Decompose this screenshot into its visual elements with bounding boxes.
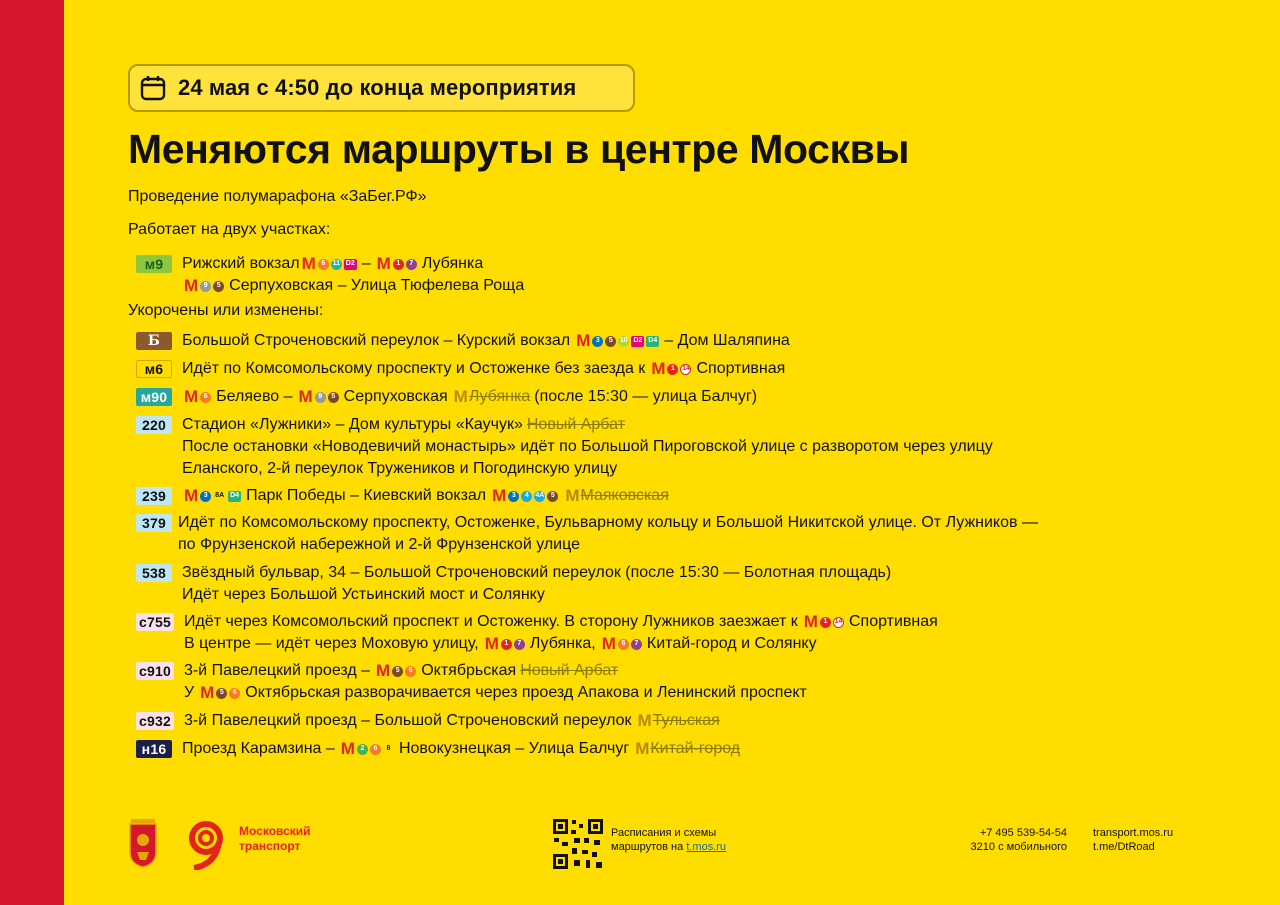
metro-icon: М [576, 331, 591, 350]
phone-short: 3210 с мобильного [970, 841, 1067, 853]
line-6-icon: 6 [229, 688, 240, 699]
line-d4-icon: D4 [228, 491, 241, 502]
moscow-transport-logo-icon [180, 818, 232, 870]
route-b [136, 330, 790, 352]
line-6-icon: 6 [200, 392, 211, 403]
phone-block [955, 826, 1067, 854]
phone-number[interactable]: +7 495 539-54-54 [979, 827, 1067, 839]
route-badge: 379 [136, 514, 172, 532]
route-badge: с932 [136, 712, 174, 730]
metro-icon: М [635, 739, 650, 758]
route-n16 [136, 738, 740, 760]
line-6-icon: 6 [370, 744, 381, 755]
route-text: Октябрьская [421, 662, 517, 679]
route-m90 [136, 386, 757, 408]
line-7-icon: 7 [514, 639, 525, 650]
line-10-icon: 10 [618, 336, 629, 347]
route-239 [136, 485, 669, 507]
route-text: Октябрьская разворачивается через проезд Апакова и Ленинский проспект [245, 684, 807, 701]
line-8a-icon: 8А [213, 491, 226, 502]
route-379 [136, 512, 1038, 556]
line-d4-icon: D4 [646, 336, 659, 347]
line-5-icon: 5 [216, 688, 227, 699]
route-text: В центре — идёт через Моховую улицу, [183, 635, 479, 652]
metro-icon: М [298, 387, 313, 406]
cancelled-stop: Лубянка [468, 388, 531, 405]
line-5-icon: 5 [392, 666, 403, 677]
route-text: У [183, 684, 195, 701]
metro-icon: М [637, 711, 652, 730]
route-c910 [136, 660, 807, 704]
qr-caption [611, 826, 726, 854]
route-text: Спортивная [696, 360, 786, 377]
route-text: Большой Строченовский переулок – Курский вокзал [182, 332, 571, 349]
line-5-icon: 5 [328, 392, 339, 403]
route-text: по Фрунзенской набережной и 2-й Фрунзенской улице [178, 536, 580, 553]
metro-icon: М [184, 387, 199, 406]
route-text: (после 15:30 — улица Балчуг) [534, 388, 758, 405]
line-11-icon: 11 [331, 259, 342, 270]
route-text: Идёт через Комсомольский проспект и Остоженку. В сторону Лужников заезжает к [183, 613, 798, 630]
telegram-link[interactable]: t.me/DtRoad [1093, 841, 1155, 853]
route-text: После остановки «Новодевичий монастырь» идёт по Большой Пироговской улице с разворотом через улицу [182, 438, 993, 455]
section-working-heading: Работает на двух участках: [128, 221, 331, 238]
metro-icon: М [184, 486, 199, 505]
metro-icon: М [492, 486, 507, 505]
route-badge: м6 [136, 360, 172, 378]
qr-caption-text: маршрутов на [611, 841, 684, 853]
metro-icon: М [803, 612, 818, 631]
route-text: Стадион «Лужники» – Дом культуры «Каучук» [182, 416, 523, 433]
route-badge: 220 [136, 416, 172, 434]
line-8-icon: 8 [383, 744, 394, 755]
line-3-icon: 3 [592, 336, 603, 347]
route-badge: м90 [136, 388, 172, 406]
route-text: Идёт через Большой Устьинский мост и Солянку [182, 586, 545, 603]
route-220 [136, 414, 993, 480]
route-text: Беляево – [216, 388, 293, 405]
route-text: Рижский вокзал [182, 255, 300, 272]
route-c755 [136, 611, 938, 655]
line-6-icon: 6 [405, 666, 416, 677]
brand-line-1: Московский [239, 824, 311, 838]
cancelled-stop: Маяковская [580, 487, 669, 504]
route-badge: Б [136, 332, 172, 350]
route-text: Новокузнецкая – Улица Балчуг [398, 740, 630, 757]
metro-icon: М [453, 387, 468, 406]
line-4-icon: 4 [521, 491, 532, 502]
route-text: Идёт по Комсомольскому проспекту и Остоженке без заезда к [182, 360, 646, 377]
route-m6 [136, 358, 785, 380]
line-9-icon: 9 [200, 281, 211, 292]
line-7-icon: 7 [631, 639, 642, 650]
metro-icon: М [376, 254, 391, 273]
metro-icon: М [484, 634, 499, 653]
route-badge: с910 [136, 662, 174, 680]
route-text: Проезд Карамзина – [182, 740, 335, 757]
line-5-icon: 5 [213, 281, 224, 292]
metro-icon: М [601, 634, 616, 653]
qr-link[interactable]: t.mos.ru [686, 841, 727, 853]
route-text: Еланского, 2-й переулок Тружеников и Погодинскую улицу [182, 460, 618, 477]
page-subtitle: Проведение полумарафона «ЗаБег.РФ» [128, 188, 427, 205]
page-title: Меняются маршруты в центре Москвы [128, 126, 910, 172]
line-1-icon: 1 [393, 259, 404, 270]
route-m9 [136, 253, 524, 297]
route-text: Идёт по Комсомольскому проспекту, Остоженке, Бульварному кольцу и Большой Никитской улице. От Лужников — [178, 514, 1038, 531]
line-5-icon: 5 [547, 491, 558, 502]
route-badge: с755 [136, 613, 174, 631]
date-banner [128, 64, 635, 112]
cancelled-stop: Тульская [652, 712, 720, 729]
cancelled-stop: Новый Арбат [526, 416, 625, 433]
line-14-icon: 14 [680, 364, 691, 375]
line-5-icon: 5 [605, 336, 616, 347]
route-text: Китай-город и Солянку [646, 635, 817, 652]
line-14-icon: 14 [833, 617, 844, 628]
route-text: Лубянка, [529, 635, 596, 652]
line-d2-icon: D2 [344, 259, 357, 270]
line-2-icon: 2 [357, 744, 368, 755]
moscow-coat-of-arms-icon [128, 818, 158, 868]
metro-icon: М [184, 276, 199, 295]
qr-caption-line-1: Расписания и схемы [611, 827, 717, 839]
route-text: – Дом Шаляпина [664, 332, 790, 349]
calendar-icon [140, 75, 166, 101]
route-badge: м9 [136, 255, 172, 273]
metro-icon: М [565, 486, 580, 505]
line-3-icon: 3 [508, 491, 519, 502]
metro-icon: М [340, 739, 355, 758]
line-1-icon: 1 [501, 639, 512, 650]
left-red-stripe [0, 0, 64, 905]
route-c932 [136, 710, 720, 732]
metro-icon: М [200, 683, 215, 702]
line-7-icon: 7 [406, 259, 417, 270]
website-link[interactable]: transport.mos.ru [1093, 827, 1174, 839]
route-text: Серпуховская – Улица Тюфелева Роща [229, 277, 525, 294]
qr-caption-line-2 [611, 840, 726, 854]
route-text: 3-й Павелецкий проезд – [183, 662, 371, 679]
route-text: Серпуховская [343, 388, 448, 405]
qr-code-icon[interactable] [552, 818, 604, 870]
route-538 [136, 562, 891, 606]
line-9-icon: 9 [315, 392, 326, 403]
line-1-icon: 1 [820, 617, 831, 628]
route-text: 3-й Павелецкий проезд – Большой Строченовский переулок [183, 712, 632, 729]
date-text: 24 мая с 4:50 до конца мероприятия [178, 75, 577, 100]
brand-name [239, 824, 311, 854]
line-3-icon: 3 [200, 491, 211, 502]
line-1-icon: 1 [667, 364, 678, 375]
route-badge: н16 [136, 740, 172, 758]
line-d2-icon: D2 [631, 336, 644, 347]
cancelled-stop: Китай-город [650, 740, 741, 757]
metro-icon: М [376, 661, 391, 680]
footer [0, 818, 1280, 878]
brand-line-2: транспорт [239, 839, 301, 853]
metro-icon: М [651, 359, 666, 378]
cancelled-stop: Новый Арбат [520, 662, 619, 679]
line-6-icon: 6 [318, 259, 329, 270]
line-6-icon: 6 [618, 639, 629, 650]
metro-icon: М [301, 254, 316, 273]
section-changed-heading: Укорочены или изменены: [128, 302, 324, 319]
route-text: Звёздный бульвар, 34 – Большой Строченовский переулок (после 15:30 — Болотная площадь) [182, 564, 892, 581]
route-text: Парк Победы – Киевский вокзал [246, 487, 487, 504]
route-badge: 239 [136, 487, 172, 505]
line-4a-icon: 4А [534, 491, 545, 502]
links-block [1093, 826, 1173, 854]
route-text: Лубянка [421, 255, 484, 272]
route-text: – [361, 255, 371, 272]
route-text: Спортивная [848, 613, 938, 630]
route-badge: 538 [136, 564, 172, 582]
